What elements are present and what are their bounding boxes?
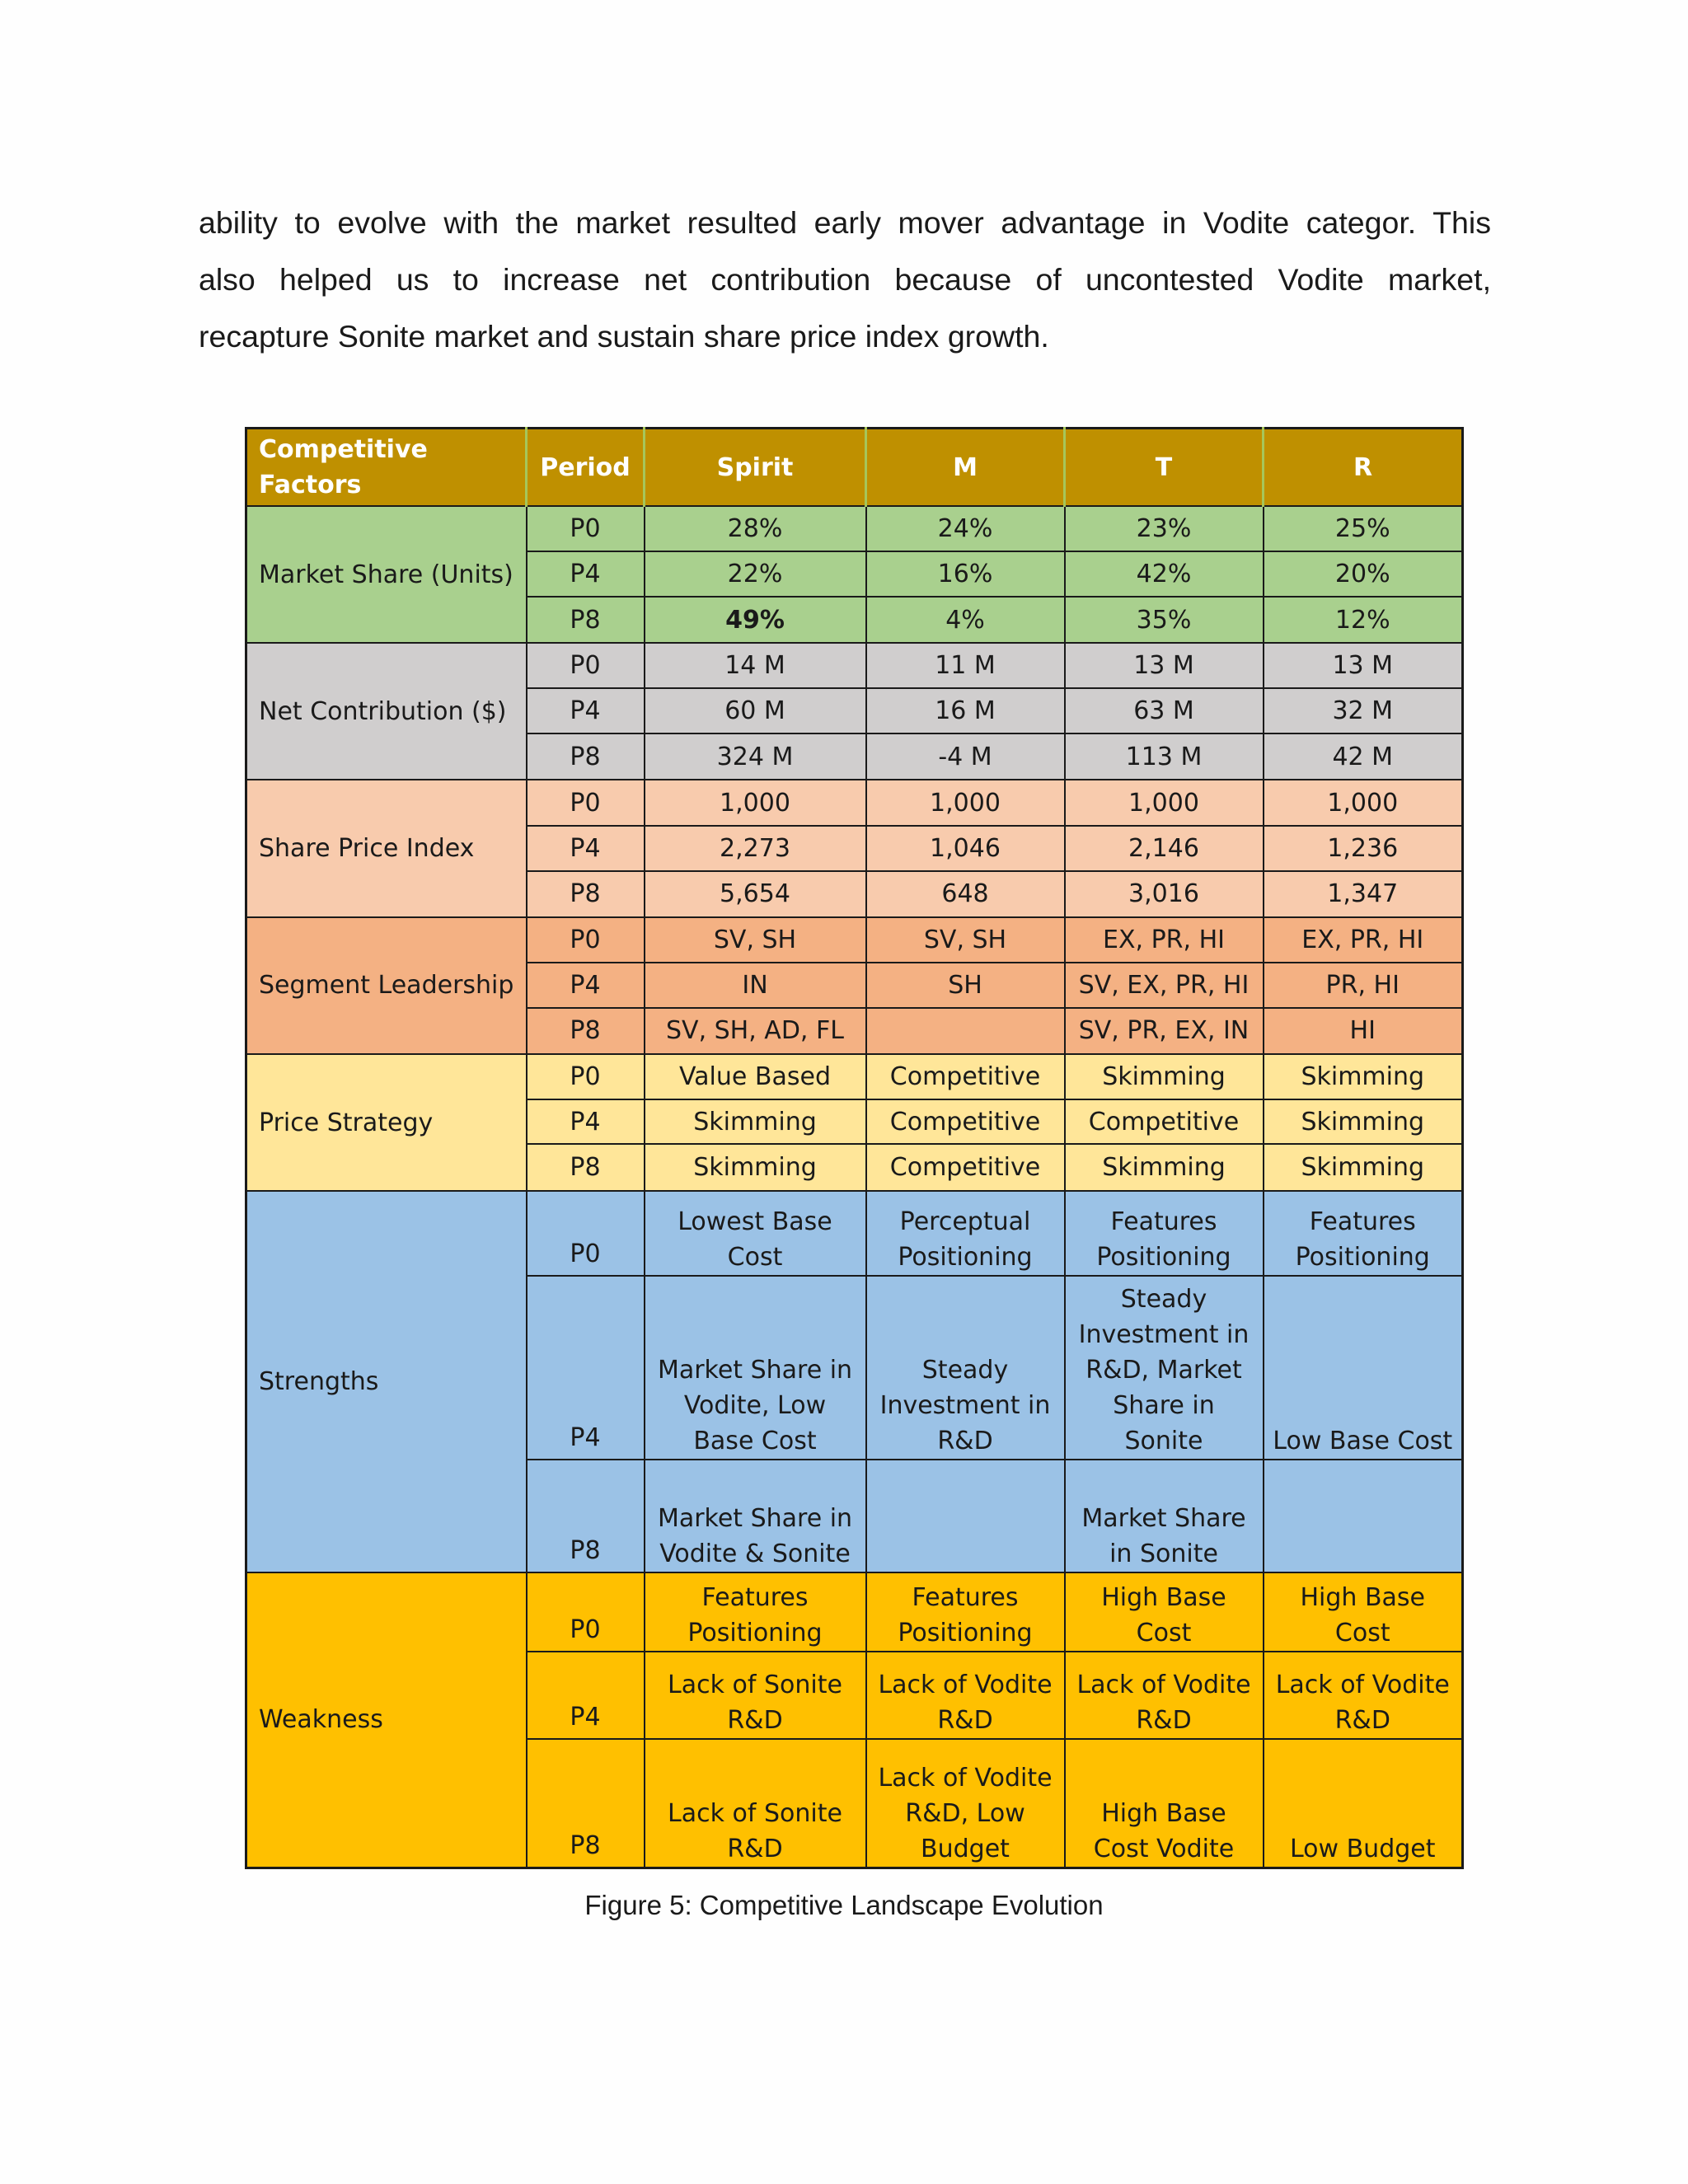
value-cell: 3,016 [1065,871,1264,917]
factor-net-contribution: Net Contribution ($) [246,643,527,780]
value-cell: 24% [866,506,1065,551]
value-cell: Steady Investment in R&D, Market Share in Sonite [1065,1276,1264,1459]
period-cell: P0 [527,1191,645,1276]
value-cell: 35% [1065,597,1264,643]
period-cell: P0 [527,780,645,825]
value-cell: Market Share in Sonite [1065,1460,1264,1572]
period-cell: P4 [527,1276,645,1459]
value-cell: Skimming [645,1099,866,1144]
header-r: R [1264,429,1463,507]
value-cell: 1,000 [645,780,866,825]
table-header-row [246,429,1463,507]
value-cell: 42% [1065,551,1264,597]
value-cell: 113 M [1065,733,1264,780]
factor-price-strategy: Price Strategy [246,1054,527,1191]
value-cell: Lack of Sonite R&D [645,1739,866,1868]
value-cell: 1,347 [1264,871,1463,917]
value-cell: Value Based [645,1054,866,1099]
value-cell: SV, EX, PR, HI [1065,963,1264,1008]
period-cell: P4 [527,688,645,733]
table-row [246,917,1463,963]
factor-strengths: Strengths [246,1191,527,1572]
value-cell: 2,273 [645,826,866,871]
period-cell: P8 [527,1460,645,1572]
header-period: Period [527,429,645,507]
value-cell: 1,236 [1264,826,1463,871]
value-cell: 13 M [1264,643,1463,688]
value-cell: SV, PR, EX, IN [1065,1008,1264,1054]
value-cell: 32 M [1264,688,1463,733]
value-cell: Steady Investment in R&D [866,1276,1065,1459]
value-cell: Market Share in Vodite & Sonite [645,1460,866,1572]
value-cell: Low Budget [1264,1739,1463,1868]
value-cell: EX, PR, HI [1065,917,1264,963]
value-cell: Features Positioning [866,1572,1065,1652]
value-cell: 14 M [645,643,866,688]
body-paragraph [199,194,1491,365]
header-spirit: Spirit [645,429,866,507]
value-cell: Lack of Vodite R&D [866,1652,1065,1739]
table-row [246,506,1463,551]
value-cell: Competitive [866,1144,1065,1191]
value-cell: Lack of Vodite R&D [1264,1652,1463,1739]
value-cell: 49% [645,597,866,643]
competitive-landscape-table [245,427,1464,1869]
value-cell: 11 M [866,643,1065,688]
value-cell: 4% [866,597,1065,643]
period-cell: P8 [527,1008,645,1054]
header-competitive-factors: Competitive Factors [246,429,527,507]
value-cell [866,1460,1065,1572]
value-cell: SV, SH [866,917,1065,963]
value-cell: PR, HI [1264,963,1463,1008]
value-cell: 13 M [1065,643,1264,688]
factor-market-share: Market Share (Units) [246,506,527,643]
value-cell: 42 M [1264,733,1463,780]
value-cell: 16% [866,551,1065,597]
value-cell: 12% [1264,597,1463,643]
value-cell: Competitive [866,1054,1065,1099]
period-cell: P0 [527,1054,645,1099]
factor-weakness: Weakness [246,1572,527,1868]
value-cell: Perceptual Positioning [866,1191,1065,1276]
period-cell: P0 [527,643,645,688]
value-cell: Skimming [1264,1144,1463,1191]
value-cell: -4 M [866,733,1065,780]
value-cell: 22% [645,551,866,597]
value-cell: SH [866,963,1065,1008]
period-cell: P8 [527,1739,645,1868]
value-cell: SV, SH [645,917,866,963]
value-cell: SV, SH, AD, FL [645,1008,866,1054]
value-cell: Features Positioning [1065,1191,1264,1276]
value-cell: Market Share in Vodite, Low Base Cost [645,1276,866,1459]
table-row [246,643,1463,688]
table-row [246,1054,1463,1099]
value-cell: Competitive [1065,1099,1264,1144]
period-cell: P0 [527,506,645,551]
factor-share-price-index: Share Price Index [246,780,527,916]
paragraph-line: recapture Sonite market and sustain share price index growth. [199,319,1049,354]
value-cell: 23% [1065,506,1264,551]
value-cell: Skimming [1065,1144,1264,1191]
value-cell: Lack of Vodite R&D, Low Budget [866,1739,1065,1868]
header-m: M [866,429,1065,507]
value-cell: Skimming [1264,1099,1463,1144]
value-cell: Competitive [866,1099,1065,1144]
table-row [246,1191,1463,1276]
value-cell: 648 [866,871,1065,917]
period-cell: P4 [527,826,645,871]
value-cell: Skimming [1065,1054,1264,1099]
value-cell: Skimming [1264,1054,1463,1099]
value-cell: 2,146 [1065,826,1264,871]
value-cell: Features Positioning [645,1572,866,1652]
value-cell: 324 M [645,733,866,780]
factor-segment-leadership: Segment Leadership [246,917,527,1054]
table-row [246,1572,1463,1652]
value-cell: 1,000 [1065,780,1264,825]
value-cell: 1,000 [1264,780,1463,825]
value-cell: EX, PR, HI [1264,917,1463,963]
value-cell: 1,046 [866,826,1065,871]
value-cell: High Base Cost [1264,1572,1463,1652]
value-cell: 60 M [645,688,866,733]
value-cell: 28% [645,506,866,551]
value-cell: Features Positioning [1264,1191,1463,1276]
paragraph-line: ability to evolve with the market resulted early mover advantage in Vodite categor. This [199,205,1491,240]
value-cell: IN [645,963,866,1008]
value-cell: 20% [1264,551,1463,597]
value-cell: 5,654 [645,871,866,917]
period-cell: P4 [527,963,645,1008]
period-cell: P0 [527,917,645,963]
value-cell: HI [1264,1008,1463,1054]
value-cell: Lack of Sonite R&D [645,1652,866,1739]
value-cell: 63 M [1065,688,1264,733]
period-cell: P4 [527,1652,645,1739]
period-cell: P0 [527,1572,645,1652]
table-row [246,780,1463,825]
period-cell: P8 [527,1144,645,1191]
figure-caption: Figure 5: Competitive Landscape Evolution [584,1890,1104,1920]
value-cell: Skimming [645,1144,866,1191]
period-cell: P4 [527,1099,645,1144]
header-t: T [1065,429,1264,507]
period-cell: P8 [527,733,645,780]
value-cell: 16 M [866,688,1065,733]
period-cell: P4 [527,551,645,597]
value-cell: Lowest Base Cost [645,1191,866,1276]
period-cell: P8 [527,871,645,917]
value-cell: Lack of Vodite R&D [1065,1652,1264,1739]
value-cell: 1,000 [866,780,1065,825]
value-cell: 25% [1264,506,1463,551]
value-cell: High Base Cost [1065,1572,1264,1652]
paragraph-line: also helped us to increase net contribution because of uncontested Vodite market, [199,262,1491,297]
value-cell [866,1008,1065,1054]
value-cell: Low Base Cost [1264,1276,1463,1459]
value-cell [1264,1460,1463,1572]
period-cell: P8 [527,597,645,643]
value-cell: High Base Cost Vodite [1065,1739,1264,1868]
